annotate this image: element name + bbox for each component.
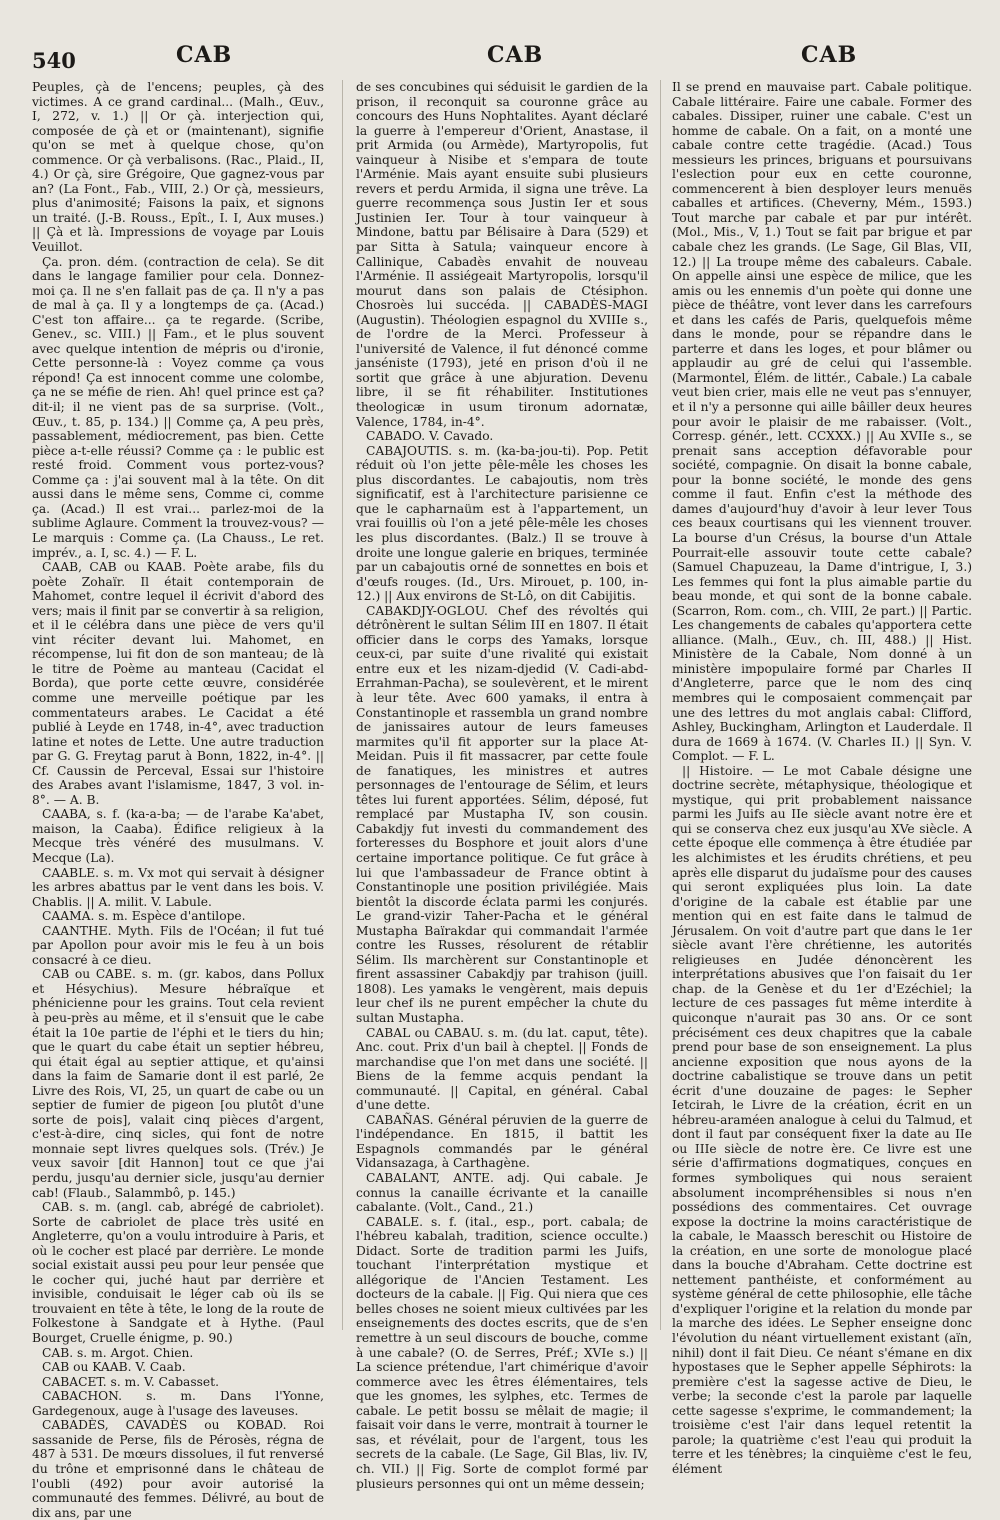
dictionary-entry: CABADÈS, CAVADÈS ou KOBAD. Roi sassanide de Perse, fils de Pérosès, régna de 487 à 531. De mœurs dissolues, il fut renversé du trône et emprisonné dans le château de l'oubli (492) pour avoir autorisé la communauté des femmes. Délivré, au bout de dix ans, par une (32, 1418, 324, 1520)
dictionary-entry: CAABLE. s. m. Vx mot qui servait à désigner les arbres abattus par le vent dans les bois. V. Chablis. || A. milit. V. Labule. (32, 865, 324, 909)
dictionary-columns (32, 80, 980, 1520)
dictionary-entry: CAAB, CAB ou KAAB. Poète arabe, fils du poète Zohaïr. Il était contemporain de Mahomet, contre lequel il écrivit d'abord des vers; mais il finit par se convertir à sa religion, et il le célébra dans une pièce de vers qu'il vint réciter devant lui. Mahomet, en récompense, lui fit don de son manteau; de là le titre de Poème au manteau (Cacidat el Borda), que porte cette œuvre, considérée comme une merveille poétique par les commentateurs arabes. Le Cacidat a été publié à Leyde en 1748, in-4°, avec traduction latine et notes de Lette. Une autre traduction par G. G. Freytag parut à Bonn, 1822, in-4°. || Cf. Caussin de Perceval, Essai sur l'histoire des Arabes avant l'islamisme, 1847, 3 vol. in-8°. — A. B. (32, 560, 324, 807)
dictionary-entry: CABALANT, ANTE. adj. Qui cabale. Je connus la canaille écrivante et la canaille cabalante. (Volt., Cand., 21.) (356, 1171, 648, 1215)
dictionary-entry: CAB ou KAAB. V. Caab. (42, 1360, 186, 1375)
running-head-left: CAB (176, 42, 233, 68)
dictionary-entry: CAB ou CABE. s. m. (gr. kabos, dans Pollux et Hésychius). Mesure hébraïque et phénicienne pour les grains. Tout cela revient à peu-près au même, et il s'ensuit que le cabe était la 10e partie de l'éphi et le tiers du hin; que le quart du cabe était un septier hébreu, qui était égal au septier attique, et qu'ainsi dans la faim de Samarie dont il est parlé, 2e Livre des Rois, VI, 25, un quart de cabe ou un septier de fumier de pigeon [ou plutôt d'une sorte de pois], valait cinq pièces d'argent, c'est-à-dire, cinq sicles, qui font de notre monnaie sept livres quelques sols. (Trév.) Je veux savoir [dit Hannon] tout ce que j'ai perdu, jusqu'au dernier sicle, jusqu'au dernier cab! (Flaub., Salammbô, p. 145.) (32, 967, 324, 1200)
column-middle (356, 80, 648, 1491)
dictionary-entry: CABAKDJY-OGLOU. Chef des révoltés qui détrônèrent le sultan Sélim III en 1807. Il était officier dans le corps des Yamaks, lorsque ceux-ci, par suite d'une rivalité qui existait entre eux et les nizam-djedid (V. Cadi-abd-Errahman-Pacha), se soulevèrent, et le mirent à leur tête. Avec 600 yamaks, il entra à Constantinople et rassembla un grand nombre de janissaires autour de leurs fameuses marmites qu'il fit apporter sur la place At-Meidan. Puis il fit massacrer, par cette foule de fanatiques, les ministres et autres personnages de l'entourage de Sélim, et leurs têtes lui furent apportées. Sélim, déposé, fut remplacé par Mustapha IV, son cousin. Cabakdjy fut investi du commandement des forteresses du Bosphore et jouit alors d'une certaine importance politique. Ce fut grâce à lui que l'ambassadeur de France obtint à Constantinople une position privilégiée. Mais bientôt la discorde éclata parmi les conjurés. Le grand-vizir Taher-Pacha et le général Mustapha Baïrakdar qui commandait l'armée contre les Russes, résolurent de rétablir Sélim. Ils marchèrent sur Constantinople et firent assassiner Cabakdjy par trahison (juill. 1808). Les yamaks le vengèrent, mais depuis leur chef ils ne purent empêcher la chute du sultan Mustapha. (356, 603, 648, 1025)
dictionary-entry: CAABA, s. f. (ka-a-ba; — de l'arabe Ka'abet, maison, la Caaba). Édifice religieux à la Mecque très vénéré des musulmans. V. Mecque (La). (32, 807, 324, 865)
column-right (672, 80, 972, 1476)
page-header (0, 0, 1000, 80)
dictionary-entry: CABALE. s. f. (ital., esp., port. cabala; de l'hébreu kabalah, tradition, science occulte.) Didact. Sorte de tradition parmi les Juifs, touchant l'interprétation mystique et allégorique de l'Ancien Testament. Les docteurs de la cabale. || Fig. Qui niera que ces belles choses ne soient mieux cultivées par les enseignements des doctes escrits, que de s'en remettre à un seul discours de bouche, comme à une cabale? (O. de Serres, Préf.; XVIe s.) || La science prétendue, l'art chimérique d'avoir commerce avec les êtres élémentaires, tels que les gnomes, les sylphes, etc. Termes de cabale. Le petit bossu se mêlait de magie; il faisait voir dans le verre, montrait à tourner le sas, et révélait, pour de l'argent, tous les secrets de la cabale. (Le Sage, Gil Blas, liv. IV, ch. VII.) || Fig. Sorte de complot formé par plusieurs personnes qui ont un même dessein; (356, 1214, 648, 1491)
dictionary-entry: Peuples, çà de l'encens; peuples, çà des victimes. A ce grand cardinal... (Malh., Œuv., I, 272, v. 1.) || Or çà. interjection qui, composée de çà et or (maintenant), signifie qu'on se met à quelque chose, qu'on commence. Or çà verbalisons. (Rac., Plaid., II, 4.) Or çà, sire Grégoire, Que gagnez-vous par an? (La Font., Fab., VIII, 2.) Or çà, messieurs, plus d'animosité; Faisons la paix, et signons un traité. (J.-B. Rouss., Epît., I. I, Aux muses.) || Çà et là. Impressions de voyage par Louis Veuillot. (32, 80, 324, 255)
dictionary-entry: || Histoire. — Le mot Cabale désigne une doctrine secrète, métaphysique, théologique et mystique, qui prit probablement naissance parmi les Juifs au IIe siècle avant notre ère et qui se conserva chez eux jusqu'au XVe siècle. A cette époque elle commença à être étudiée par les alchimistes et les érudits chrétiens, et peu après elle disparut du judaïsme pour des causes qui seront expliquées plus loin. La date d'origine de la cabale est établie par une mention qui en est faite dans le talmud de Jérusalem. On voit d'autre part que dans le 1er siècle avant l'ère chrétienne, les autorités religieuses en Judée dénoncèrent les interprétations abusives que l'on faisait du 1er chap. de la Genèse et du 1er d'Ezéchiel; la lecture de ces passages fut même interdite à quiconque n'aurait pas 30 ans. Or ce sont précisément ces deux chapitres que la cabale prend pour base de son enseignement. La plus ancienne exposition que nous ayons de la doctrine cabalistique se trouve dans un petit écrit d'une douzaine de pages: le Sepher Ietcirah, le Livre de la création, écrit en un hébreu-araméen analogue à celui du Talmud, et dont il faut par conséquent fixer la date au IIe ou IIIe siècle de notre ère. Ce livre est une série d'affirmations dogmatiques, conçues en formes symboliques qui nous seraient absolument incompréhensibles si nous n'en possédions des commentaires. Cet ouvrage expose la doctrine la moins caractéristique de la cabale, le Maassch bereschit ou Histoire de la création, en une sorte de monologue placé dans la bouche d'Abraham. Cette doctrine est nettement panthéiste, et conformément au système général de cette philosophie, elle tâche d'expliquer l'origine et la relation du monde par la marche des idées. Le Sepher enseigne donc l'évolution du néant virtuellement existant (aïn, nihil) dont il fait Dieu. Ce néant s'émane en dix hypostases que le Sepher appelle Séphirots: la première c'est la sagesse active de Dieu, le verbe; la seconde c'est la parole par laquelle cette sagesse s'exprime, le commandement; la troisième c'est l'air dans lequel retentit la parole; la quatrième c'est l'eau qui produit la terre et les ténèbres; la cinquième c'est le feu, élément (672, 763, 972, 1476)
dictionary-entry: CAAMA. s. m. Espèce d'antilope. (42, 909, 246, 924)
dictionary-entry: de ses concubines qui séduisit le gardien de la prison, il reconquit sa couronne grâce au concours des Huns Nophtalites. Ayant déclaré la guerre à l'empereur d'Orient, Anastase, il prit Armida (ou Armède), Martyropolis, fut vainqueur à Nisibe et s'empara de toute l'Arménie. Mais ayant ensuite subi plusieurs revers et perdu Armida, il signa une trêve. La guerre recommença sous Justin Ier et sous Justinien Ier. Tour à tour vainqueur à Mindone, battu par Bélisaire à Dara (529) et par Sitta à Satula; vainqueur encore à Callinique, Cabadès envahit de nouveau l'Arménie. Il assiégeait Martyropolis, lorsqu'il mourut dans son palais de Ctésiphon. Chosroès lui succéda. || CABADÈS-MAGI (Augustin). Théologien espagnol du XVIIIe s., de l'ordre de la Merci. Professeur à l'université de Valence, il fut dénoncé comme janséniste (1793), jeté en prison d'où il ne sortit que grâce à une abjuration. Devenu libre, il se fit réhabiliter. Institutiones theologicæ in usum tironum adornatæ, Valence, 1784, in-4°. (356, 80, 648, 429)
dictionary-entry: CABADO. V. Cavado. (366, 429, 494, 444)
dictionary-entry: CAB. s. m. (angl. cab, abrégé de cabriolet). Sorte de cabriolet de place très usité en Angleterre, qu'on a voulu introduire à Paris, et où le cocher est placé par derrière. Le monde social existait aussi peu pour leur pensée que le cocher qui, juché haut par derrière et invisible, conduisait le léger cab où ils se trouvaient en tête à tête, le long de la route de Folkestone à Sandgate et à Hythe. (Paul Bourget, Cruelle énigme, p. 90.) (32, 1200, 324, 1346)
running-head-center: CAB (487, 42, 544, 68)
dictionary-entry: CABACHON. s. m. Dans l'Yonne, Gardegenoux, auge à l'usage des laveuses. (32, 1389, 324, 1418)
page-number: 540 (32, 48, 76, 73)
dictionary-entry: CABAJOUTIS. s. m. (ka-ba-jou-ti). Pop. Petit réduit où l'on jette pêle-mêle les choses les plus discordantes. Le cabajoutis, nom très significatif, est à l'architecture parisienne ce que le capharnaüm est à l'appartement, un vrai fouillis où l'on a jeté pêle-mêle les choses les plus discordantes. (Balz.) Il se trouve à droite une longue galerie en briques, terminée par un cabajoutis orné de sonnettes en bois et d'œufs rouges. (Id., Urs. Mirouet, p. 100, in-12.) || Aux environs de St-Lô, on dit Cabijitis. (356, 443, 648, 604)
column-left (32, 80, 324, 1520)
dictionary-entry: CAB. s. m. Argot. Chien. (42, 1345, 194, 1360)
dictionary-entry: CAANTHE. Myth. Fils de l'Océan; il fut tué par Apollon pour avoir mis le feu à un bois consacré à ce dieu. (32, 923, 324, 967)
dictionary-entry: Il se prend en mauvaise part. Cabale politique. Cabale littéraire. Faire une cabale. Former des cabales. Dissiper, ruiner une cabale. C'est un homme de cabale. On a fait, on a monté une cabale contre cette tragédie. (Acad.) Tous messieurs les princes, briguans et poursuivans l'eslection pour eux en cette couronne, commencerent à bien desployer leurs menuës caballes et artifices. (Cheverny, Mém., 1593.) Tout marche par cabale et par pur intérêt. (Mol., Mis., V, 1.) Tout se fait par brigue et par cabale chez les grands. (Le Sage, Gil Blas, VII, 12.) || La troupe même des cabaleurs. Cabale. On appelle ainsi une espèce de milice, que les amis ou les ennemis d'un poète qui donne une pièce de théâtre, vont lever dans les carrefours et dans les cafés de Paris, quelquefois même dans le monde, pour se répandre dans le parterre et dans les loges, et pour blâmer ou applaudir au gré de celui qui l'assemble. (Marmontel, Élém. de littér., Cabale.) La cabale veut bien crier, mais elle ne veut pas s'ennuyer, et il n'y a personne qui aille bâiller deux heures pour avoir le plaisir de me rabaisser. (Volt., Corresp. génér., lett. CCXXX.) || Au XVIIe s., se prenait sans acception défavorable pour société, compagnie. On disait la bonne cabale, pour la bonne société, le monde des gens comme il faut. Enfin c'est la méthode des dames d'aujourd'huy d'avoir à leur lever Tous ces beaux courtisans qui les viennent trouver. La bourse d'un Crésus, la bourse d'un Attale Pourrait-elle assouvir toute cette cabale? (Samuel Chapuzeau, la Dame d'intrigue, I, 3.) Les femmes qui font la plus aimable partie du beau monde, et qui sont de la bonne cabale. (Scarron, Rom. com., ch. VIII, 2e part.) || Partic. Les changements de cabales qu'apportera cette alliance. (Malh., Œuv., ch. III, 488.) || Hist. Ministère de la Cabale, Nom donné à un ministère impopulaire formé par Charles II d'Angleterre, parce que le nom des cinq membres qui le composaient commençait par une des lettres du mot anglais cabal: Clifford, Ashley, Buckingham, Arlington et Lauderdale. Il dura de 1669 à 1674. (V. Charles II.) || Syn. V. Complot. — F. L. (672, 80, 972, 764)
dictionary-entry: CABAL ou CABAU. s. m. (du lat. caput, tête). Anc. cout. Prix d'un bail à cheptel. || Fonds de marchandise que l'on met dans une société. || Biens de la femme acquis pendant la communauté. || Capital, en général. Cabal d'une dette. (356, 1025, 648, 1113)
dictionary-entry: CABACET. s. m. V. Cabasset. (42, 1374, 219, 1389)
running-head-right: CAB (801, 42, 858, 68)
dictionary-entry: Ça. pron. dém. (contraction de cela). Se dit dans le langage familier pour cela. Donnez-moi ça. Il ne s'en fallait pas de ça. Il n'y a pas de mal à ça. Il y a longtemps de ça. (Acad.) C'est ton affaire... ça te regarde. (Scribe, Genev., sc. VIII.) || Fam., et le plus souvent avec quelque intention de mépris ou d'ironie, Cette personne-là : Voyez comme ça vous répond! Ça est innocent comme une colombe, ça ne se méfie de rien. Ah! quel prince est ça? dit-il; il ne vient pas de sa surprise. (Volt., Œuv., t. 85, p. 134.) || Comme ça, A peu près, passablement, médiocrement, pas bien. Cette pièce a-t-elle réussi? Comme ça : le public est resté froid. Comment vous portez-vous? Comme ça : j'ai souvent mal à la tête. On dit aussi dans le même sens, Comme ci, comme ça. (Acad.) Il est vrai... parlez-moi de la sublime Aglaure. Comment la trouvez-vous? — Le marquis : Comme ça. (La Chauss., Le ret. imprév., a. I, sc. 4.) — F. L. (32, 254, 324, 560)
dictionary-entry: CABAÑAS. Général péruvien de la guerre de l'indépendance. En 1815, il battit les Espagnols commandés par le général Vidansazaga, à Carthagène. (356, 1112, 648, 1171)
